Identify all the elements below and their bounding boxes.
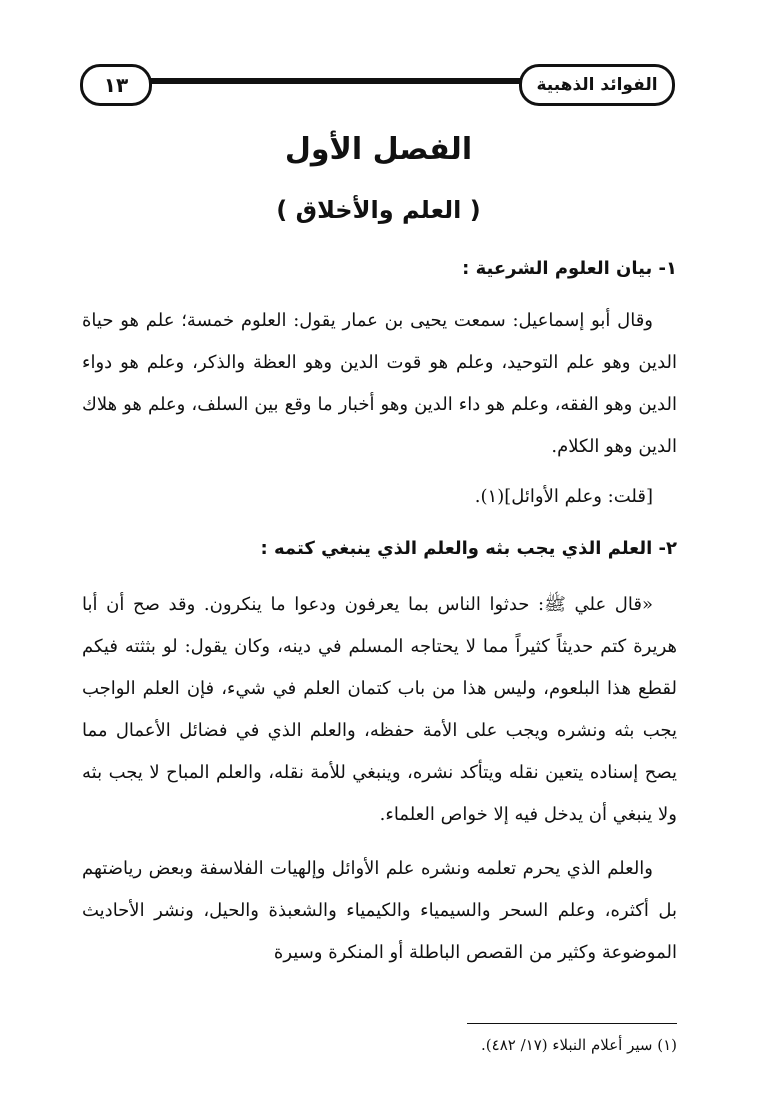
section-2-paragraph-2: والعلم الذي يحرم تعلمه ونشره علم الأوائل وإلهيات الفلاسفة وبعض رياضتهم بل أكثره، وعلم السحر والسيمياء والكيمياء والشعبذة والحيل، ونشر الأحاديث الموضوعة وكثير من القصص الباطلة أو المنكرة وسيرة: [82, 858, 677, 963]
section-heading-2: ٢- العلم الذي يجب بثه والعلم الذي ينبغي كتمه :: [260, 538, 677, 559]
section-heading-1: ١- بيان العلوم الشرعية :: [462, 258, 677, 279]
section-1-paragraph-1: وقال أبو إسماعيل: سمعت يحيى بن عمار يقول: العلوم خمسة؛ علم هو حياة الدين وهو علم التوحيد، وعلم هو قوت الدين وهو العظة والذكر، وعلم هو دواء الدين وهو الفقه، وعلم هو داء الدين وهو أخبار ما وقع بين السلف، وعلم هو هلاك الدين وهو الكلام.: [82, 310, 677, 457]
running-header-book-title: الفوائد الذهبية: [519, 64, 675, 106]
page-number: ١٣: [80, 64, 152, 106]
footnote-rule: [467, 1023, 677, 1024]
footnote: (١) سير أعلام النبلاء (١٧/ ٤٨٢).: [481, 1036, 677, 1054]
section-2-paragraph-1: «قال علي ﷺ: حدثوا الناس بما يعرفون ودعوا ما ينكرون. وقد صح أن أبا هريرة كتم حديثاً كثيراً مما لا يحتاجه المسلم في دينه، وكان يقول: لو بثثته فيكم لقطع هذا البلعوم، وليس هذا من باب كتمان العلم في شيء، فإن العلم الواجب يجب بثه ونشره ويجب على الأمة حفظه، والعلم الذي في فضائل الأعمال مما يصح إسناده يتعين نقله ويتأكد نشره، وينبغي للأمة نقله، والعلم المباح لا يجب بثه ولا ينبغي أن يدخل فيه إلا خواص العلماء.: [82, 594, 677, 825]
chapter-title: الفصل الأول: [284, 132, 473, 167]
chapter-subtitle: ( العلم والأخلاق ): [276, 196, 481, 224]
section-1-paragraph-2: [قلت: وعلم الأوائل](١).: [474, 486, 653, 507]
